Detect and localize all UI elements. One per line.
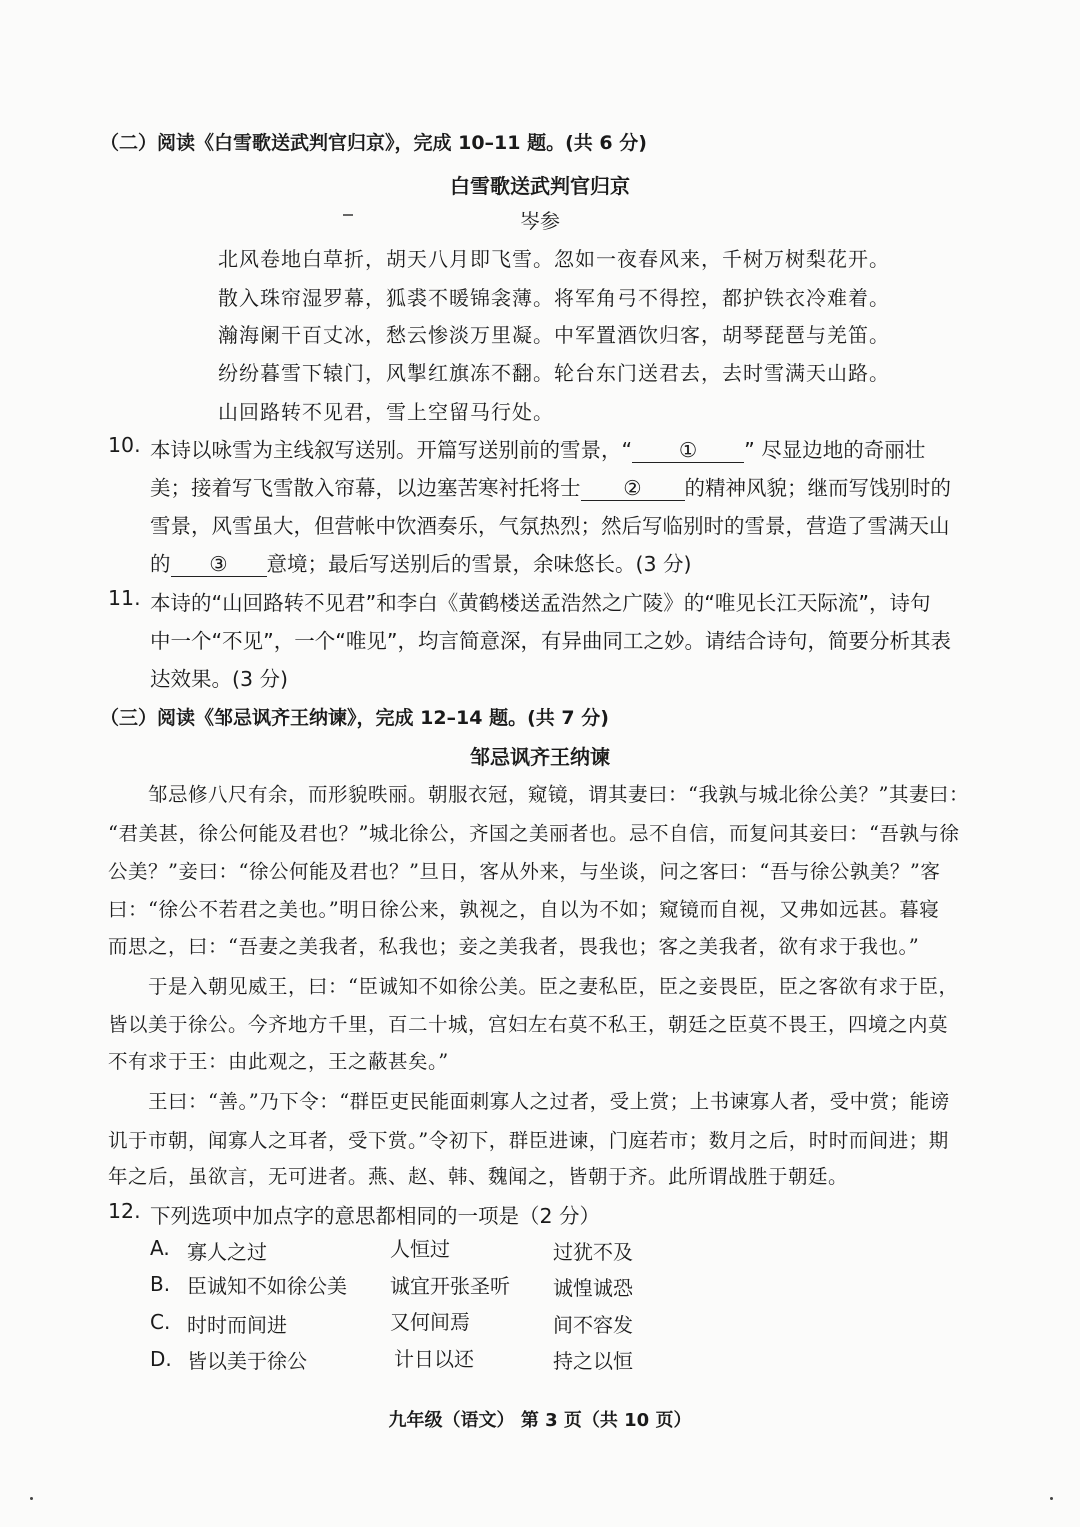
question-text: 达效果。(3 分) [150,667,289,691]
option-c-phrase-2: 又何间焉 [390,1310,470,1334]
question-text: 雪景，风雪虽大，但营帐中饮酒奏乐，气氛热烈；然后写临别时的雪景，营造了雪满天山 [150,514,950,538]
option-c-phrase-3: 间不容发 [553,1313,633,1337]
passage-line: 曰：“徐公不若君之美也。”明日徐公来，孰视之，自以为不如；窥镜而自视，又弗如远甚。暮寝 [108,898,940,921]
question-number: 10. [108,433,141,457]
scan-speck [30,1497,33,1500]
poem-title: 白雪歌送武判官归京 [450,174,630,198]
question-10-line [150,547,692,577]
page-footer: 九年级（语文） 第 3 页（共 10 页） [388,1410,692,1431]
question-number: 12. [108,1199,141,1223]
passage-line: 王曰：“善。”乃下令：“群臣吏民能面刺寡人之过者，受上赏；上书谏寡人者，受中赏；能谤 [148,1090,950,1113]
option-a-phrase-3: 过犹不及 [553,1240,633,1264]
passage-line: 而思之，曰：“吾妻之美我者，私我也；妾之美我者，畏我也；客之美我者，欲有求于我也。” [108,935,920,958]
passage-line: 皆以美于徐公。今齐地方千里，百二十城，宫妇左右莫不私王，朝廷之臣莫不畏王，四境之内莫 [108,1013,949,1036]
question-text: 中一个“不见”，一个“唯见”，均言简意深，有异曲同工之妙。请结合诗句，简要分析其表 [150,629,951,653]
passage-line: 邹忌修八尺有余，而形貌昳丽。朝服衣冠，窥镜，谓其妻曰：“我孰与城北徐公美？”其妻曰： [148,783,969,806]
section-heading-2: （二）阅读《白雪歌送武判官归京》，完成 10–11 题。(共 6 分) [100,132,647,154]
question-text: ” 尽显边地的奇丽壮 [744,438,926,462]
option-d-phrase-2: 计日以还 [394,1347,474,1371]
option-label-d[interactable]: D. [150,1347,172,1371]
poem-line: 瀚海阑干百丈冰，愁云惨淡万里凝。中军置酒饮归客，胡琴琵琶与羌笛。 [218,323,890,347]
question-number: 11. [108,586,141,610]
option-c-phrase-1: 时时而间进 [187,1313,287,1337]
option-d-phrase-1: 皆以美于徐公 [187,1349,307,1373]
poem-line: 散入珠帘湿罗幕，狐裘不暖锦衾薄。将军角弓不得控，都护铁衣冷难着。 [218,286,890,310]
option-a-phrase-1: 寡人之过 [187,1240,267,1264]
poem-line: 山回路转不见君，雪上空留马行处。 [218,400,554,424]
answer-blank[interactable]: ③ [171,553,267,577]
question-stem: 下列选项中加点字的意思都相同的一项是（2 分） [150,1204,601,1228]
option-label-c[interactable]: C. [150,1310,171,1334]
question-10-line [150,433,925,463]
passage-line: 公美？”妾曰：“徐公何能及君也？”旦日，客从外来，与坐谈，问之客曰：“吾与徐公孰美？”客 [108,860,941,883]
passage-line: 年之后，虽欲言，无可进者。燕、赵、韩、魏闻之，皆朝于齐。此所谓战胜于朝廷。 [108,1165,849,1188]
question-text: 本诗以咏雪为主线叙写送别。开篇写送别前的雪景，“ [150,438,633,462]
option-a-phrase-2: 人恒过 [390,1237,450,1261]
passage-title: 邹忌讽齐王纳谏 [470,745,610,769]
passage-line: 于是入朝见威王，曰：“臣诚知不如徐公美。臣之妻私臣，臣之妾畏臣，臣之客欲有求于臣， [148,975,959,998]
section-heading-3: （三）阅读《邹忌讽齐王纳谏》，完成 12–14 题。(共 7 分) [100,707,609,729]
poem-author: 岑参 [520,209,560,233]
question-text: 的精神风貌；继而写饯别时的 [684,476,951,500]
passage-line: 不有求于王：由此观之，王之蔽甚矣。” [108,1050,449,1073]
option-d-phrase-3: 持之以恒 [553,1349,633,1373]
passage-line: 讥于市朝，闻寡人之耳者，受下赏。”令初下，群臣进谏，门庭若市；数月之后，时时而间进；期 [108,1129,949,1152]
poem-line: 北风卷地白草折，胡天八月即飞雪。忽如一夜春风来，千树万树梨花开。 [218,247,890,271]
question-10-line [150,471,951,501]
question-text: 本诗的“山回路转不见君”和李白《黄鹤楼送孟浩然之广陵》的“唯见长江天际流”，诗句 [150,591,931,615]
passage-line: “君美甚，徐公何能及君也？”城北徐公，齐国之美丽者也。忌不自信，而复问其妾曰：“吾孰与徐 [108,822,960,845]
question-text: 意境；最后写送别后的雪景，余味悠长。(3 分) [266,552,692,576]
question-text: 的 [150,552,171,576]
option-label-a[interactable]: A. [150,1236,170,1260]
option-label-b[interactable]: B. [150,1272,171,1296]
poem-line: 纷纷暮雪下辕门，风掣红旗冻不翻。轮台东门送君去，去时雪满天山路。 [218,361,890,385]
option-b-phrase-1: 臣诚知不如徐公美 [187,1274,347,1298]
option-b-phrase-2: 诚宜开张圣听 [390,1274,510,1298]
option-b-phrase-3: 诚惶诚恐 [553,1276,633,1300]
answer-blank[interactable]: ② [581,477,685,501]
answer-blank[interactable]: ① [632,439,744,463]
question-text: 美；接着写飞雪散入帘幕，以边塞苦寒衬托将士 [150,476,581,500]
scan-speck [1050,1497,1053,1500]
